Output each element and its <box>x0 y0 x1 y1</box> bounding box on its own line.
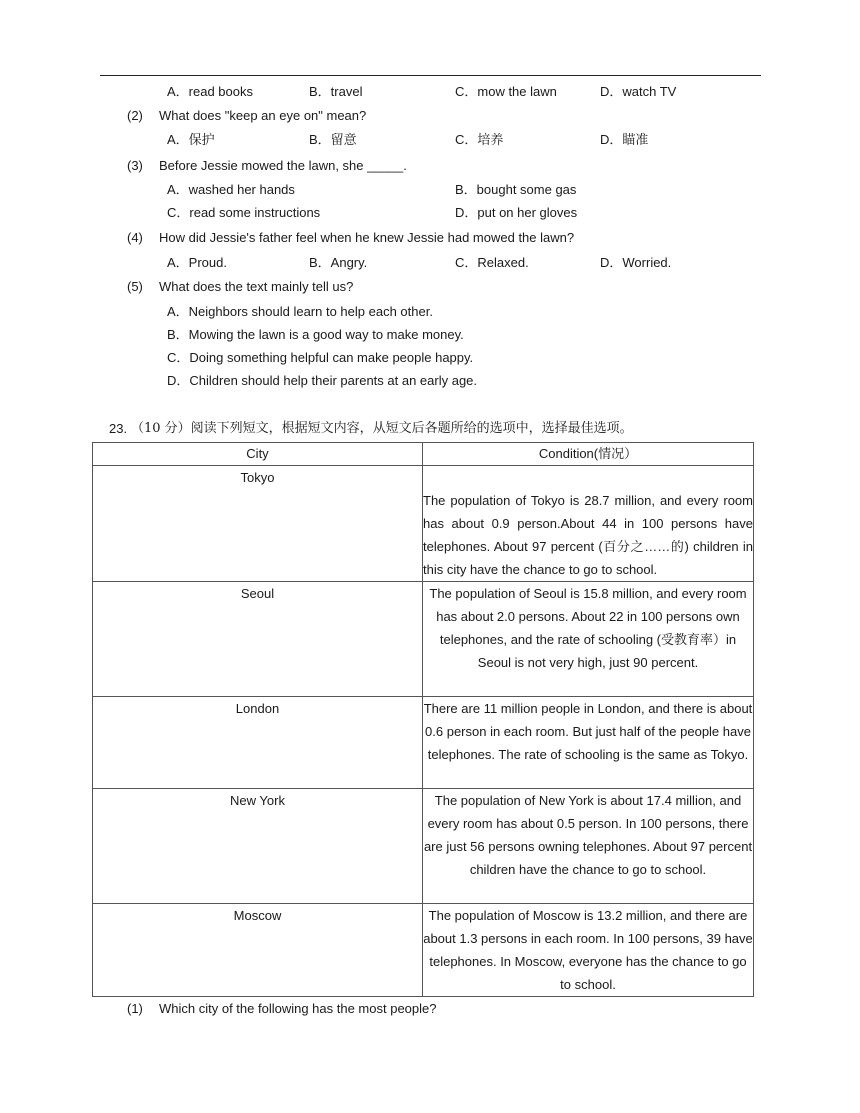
q4-option-a: A．Proud. <box>167 255 227 270</box>
condition-cell <box>423 466 754 582</box>
q4-option-c: C．Relaxed. <box>455 255 529 270</box>
header-city: City <box>93 443 423 466</box>
q4-option-b: B．Angry. <box>309 255 368 270</box>
q5-option-a: A．Neighbors should learn to help each other. <box>167 304 433 319</box>
condition-cell: There are 11 million people in London, and there is about 0.6 person in each room. But just half of the people have telephones. The rate of schooling is the same as Tokyo. <box>423 697 754 789</box>
q3-option-c: C．read some instructions <box>167 205 321 220</box>
q2-stem: What does "keep an eye on" mean? <box>159 108 367 123</box>
city-cell: Tokyo <box>93 466 423 582</box>
q2-option-d: D．瞄准 <box>600 132 649 148</box>
table-row <box>93 789 754 904</box>
q2-option-b: B．留意 <box>309 132 357 148</box>
header-condition: Condition(情况） <box>423 443 754 466</box>
city-cell: Moscow <box>93 904 423 997</box>
header-rule <box>100 75 761 76</box>
q2-option-a: A．保护 <box>167 132 215 148</box>
q4-stem: How did Jessie's father feel when he knew Jessie had mowed the lawn? <box>159 230 575 245</box>
q3-number: (3) <box>127 158 143 173</box>
city-cell: Seoul <box>93 582 423 697</box>
q1-option-a: A．read books <box>167 84 253 99</box>
city-condition-table <box>92 442 754 997</box>
q1-option-d: D．watch TV <box>600 84 677 99</box>
q5-option-d: D．Children should help their parents at an early age. <box>167 373 478 388</box>
q1-option-b: B．travel <box>309 84 363 99</box>
city-cell: New York <box>93 789 423 904</box>
section-23-number: 23. <box>109 421 128 436</box>
city-cell: London <box>93 697 423 789</box>
table-header-row <box>93 443 754 466</box>
table-row <box>93 582 754 697</box>
table-row <box>93 697 754 789</box>
table-row <box>93 466 754 582</box>
condition-cell: The population of Seoul is 15.8 million, and every room has about 2.0 persons. About 22 in 100 persons own telephones, and the rate of schooling (受教育率）in Seoul is not very high, just 90 percent. <box>423 582 754 697</box>
q23-1-stem: Which city of the following has the most people? <box>159 1001 437 1016</box>
q2-option-c: C．培养 <box>455 132 504 148</box>
condition-text: The population of Tokyo is 28.7 million, and every room has about 0.9 person.About 44 in 100 persons have telephones. About 97 percent (百分之……的) children in this city have the chance to go to school. <box>423 493 753 577</box>
q5-stem: What does the text mainly tell us? <box>159 279 354 294</box>
q3-stem: Before Jessie mowed the lawn, she _____. <box>159 158 407 173</box>
q4-option-d: D．Worried. <box>600 255 672 270</box>
q1-option-c: C．mow the lawn <box>455 84 557 99</box>
q2-number: (2) <box>127 108 143 123</box>
q5-option-b: B．Mowing the lawn is a good way to make money. <box>167 327 464 342</box>
condition-cell: The population of Moscow is 13.2 million, and there are about 1.3 persons in each room. In 100 persons, 39 have telephones. In Moscow, everyone has the chance to go to school. <box>423 904 754 997</box>
q5-number: (5) <box>127 279 143 294</box>
q4-number: (4) <box>127 230 143 245</box>
condition-cell: The population of New York is about 17.4 million, and every room has about 0.5 person. In 100 persons, there are just 56 persons owning telephones. About 97 percent children have the chance to go to school. <box>423 789 754 904</box>
q23-1-number: (1) <box>127 1001 143 1016</box>
table-row <box>93 904 754 997</box>
section-23-instruction: （10 分）阅读下列短文，根据短文内容，从短文后各题所给的选项中，选择最佳选项。 <box>131 421 633 436</box>
q5-option-c: C．Doing something helpful can make people happy. <box>167 350 474 365</box>
q3-option-d: D．put on her gloves <box>455 205 578 220</box>
q3-option-b: B．bought some gas <box>455 182 577 197</box>
q3-option-a: A．washed her hands <box>167 182 295 197</box>
